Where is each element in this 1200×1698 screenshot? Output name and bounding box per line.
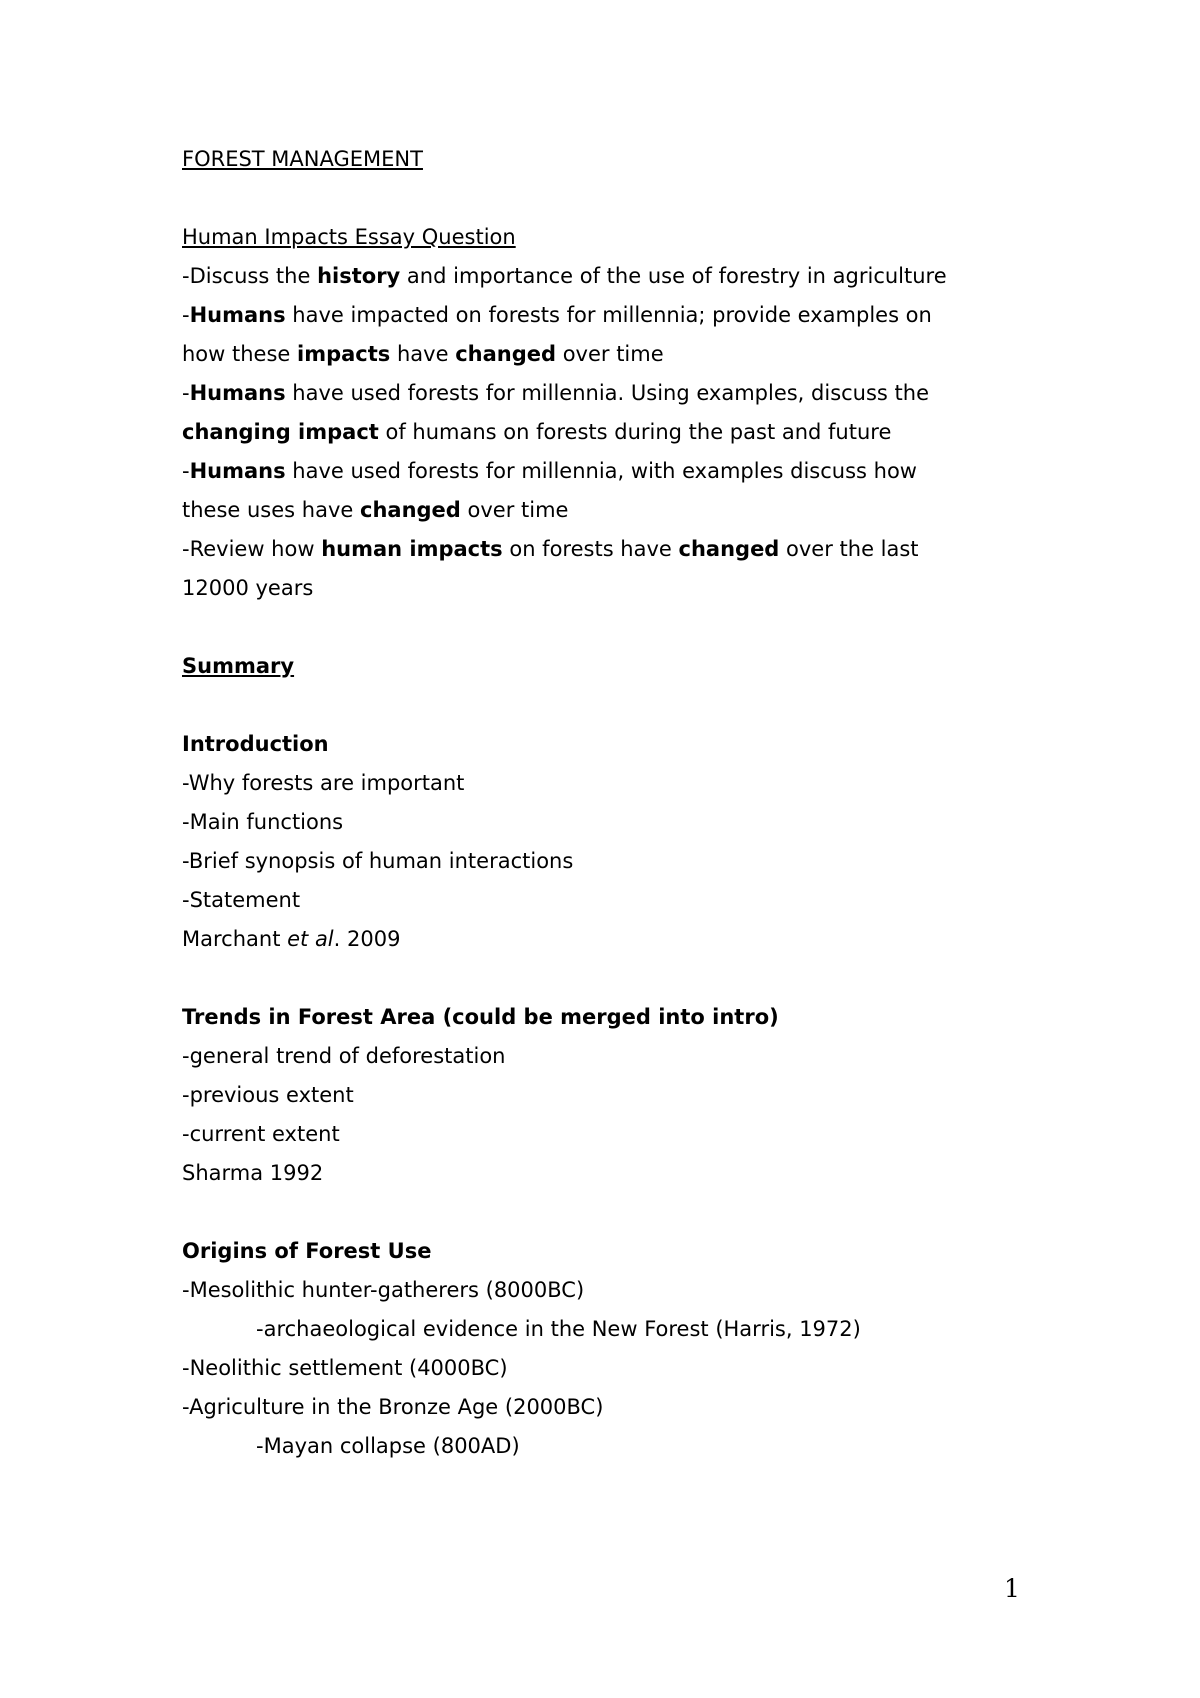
document-title: FOREST MANAGEMENT <box>182 147 423 171</box>
list-item: -current extent <box>182 1122 340 1146</box>
introduction-heading: Introduction <box>182 732 329 756</box>
blank-line <box>182 179 1062 218</box>
bold-run: Humans <box>189 303 286 327</box>
blank-line <box>182 686 1062 725</box>
list-item: -Statement <box>182 888 301 912</box>
bold-run: Humans <box>189 459 286 483</box>
bold-run: impacts <box>297 342 391 366</box>
list-subitem: -Mayan collapse (800AD) <box>256 1434 520 1458</box>
question-3-line-2 <box>182 413 1062 452</box>
text-run: on forests have <box>502 537 679 561</box>
text-run: have <box>390 342 456 366</box>
text-run: over time <box>460 498 569 522</box>
text-run: over time <box>556 342 664 366</box>
question-3-line-1 <box>182 374 1062 413</box>
bold-run: changed <box>678 537 780 561</box>
blank-line <box>182 1193 1062 1232</box>
bold-run: history <box>317 264 401 288</box>
bold-run: changed <box>455 342 557 366</box>
question-4-line-2 <box>182 491 1062 530</box>
question-2-line-2 <box>182 335 1062 374</box>
list-subitem: -archaeological evidence in the New Forest (Harris, 1972) <box>256 1317 861 1341</box>
text-run: how these <box>182 342 298 366</box>
text-run: . 2009 <box>333 927 401 951</box>
text-run: of humans on forests during the past and future <box>378 420 892 444</box>
text-run: -Discuss the <box>182 264 318 288</box>
question-1-line-1 <box>182 257 1062 296</box>
text-run: have used forests for millennia. Using examples, discuss the <box>285 381 930 405</box>
list-item: -general trend of deforestation <box>182 1044 506 1068</box>
text-run: over the last <box>779 537 919 561</box>
bold-run: Humans <box>189 381 286 405</box>
text-run: have impacted on forests for millennia; provide examples on <box>285 303 932 327</box>
text-run: these uses have <box>182 498 360 522</box>
list-item: -Main functions <box>182 810 344 834</box>
question-4-line-1 <box>182 452 1062 491</box>
list-item: -Mesolithic hunter-gatherers (8000BC) <box>182 1278 585 1302</box>
trends-heading: Trends in Forest Area (could be merged into intro) <box>182 1005 779 1029</box>
bold-run: human impacts <box>321 537 503 561</box>
list-item: -Brief synopsis of human interactions <box>182 849 574 873</box>
question-5-line-1 <box>182 530 1062 569</box>
bold-run: changing impact <box>182 420 379 444</box>
essay-heading: Human Impacts Essay Question <box>182 225 516 249</box>
document-page <box>182 140 1062 1466</box>
list-item: -Neolithic settlement (4000BC) <box>182 1356 508 1380</box>
list-item: -previous extent <box>182 1083 354 1107</box>
text-run: - <box>182 303 190 327</box>
bold-run: changed <box>360 498 461 522</box>
trends-reference: Sharma 1992 <box>182 1161 324 1185</box>
summary-heading: Summary <box>182 654 295 678</box>
blank-line <box>182 608 1062 647</box>
origins-heading: Origins of Forest Use <box>182 1239 432 1263</box>
text-run: and importance of the use of forestry in agriculture <box>400 264 947 288</box>
italic-run: et al <box>287 927 334 951</box>
text-run: -Review how <box>182 537 322 561</box>
question-2-line-1 <box>182 296 1062 335</box>
text-run: - <box>182 459 190 483</box>
text-run: - <box>182 381 190 405</box>
list-item: -Why forests are important <box>182 771 465 795</box>
text-run: have used forests for millennia, with examples discuss how <box>285 459 917 483</box>
question-5-line-2: 12000 years <box>182 576 314 600</box>
page-number: 1 <box>1004 1574 1020 1603</box>
introduction-reference <box>182 920 1062 959</box>
text-run: Marchant <box>182 927 288 951</box>
blank-line <box>182 959 1062 998</box>
list-item: -Agriculture in the Bronze Age (2000BC) <box>182 1395 604 1419</box>
